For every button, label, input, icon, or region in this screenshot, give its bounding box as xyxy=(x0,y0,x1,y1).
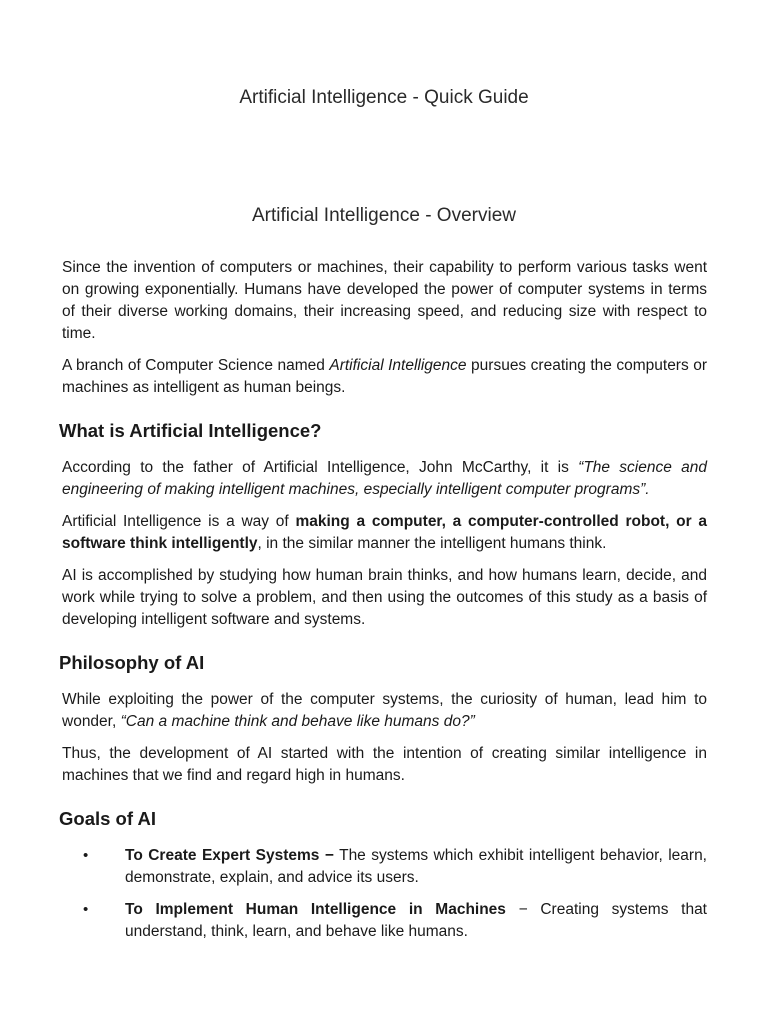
mccarthy-quote: “The science and engineering of making intelligent machines, especially intelligent computer programs”. xyxy=(62,459,707,498)
what-is-ai-p2-before: Artificial Intelligence is a way of xyxy=(62,513,296,530)
overview-p2-italic: Artificial Intelligence xyxy=(329,357,467,374)
philosophy-paragraph-2: Thus, the development of AI started with the intention of creating similar intelligence in machines that we find and regard high in humans. xyxy=(62,745,707,784)
overview-paragraph-1: Since the invention of computers or machines, their capability to perform various tasks went on growing exponentially. Humans have developed the power of computer systems in terms of their diverse working domains, their increasing speed, and reducing size with respect to time. xyxy=(62,259,707,342)
what-is-ai-p2-bold: making a computer, a computer-controlled robot, or a software think intelligently xyxy=(62,513,707,552)
list-item xyxy=(62,845,707,889)
document-title: Artificial Intelligence - Quick Guide xyxy=(239,87,529,108)
heading-goals: Goals of AI xyxy=(59,808,156,829)
bullet-icon: • xyxy=(83,847,89,864)
goal-2-text: − Creating systems that understand, think, learn, and behave like humans. xyxy=(125,901,707,940)
overview-p2-before: A branch of Computer Science named xyxy=(62,357,330,374)
list-item xyxy=(62,899,707,943)
philosophy-quote: “Can a machine think and behave like humans do?” xyxy=(120,713,475,730)
what-is-ai-paragraph-1 xyxy=(62,457,707,501)
philosophy-p1-before: While exploiting the power of the computer systems, the curiosity of human, lead him to wonder, xyxy=(62,691,707,730)
what-is-ai-paragraph-3: AI is accomplished by studying how human brain thinks, and how humans learn, decide, and work while trying to solve a problem, and then using the outcomes of this study as a basis of developing intelligent software and systems. xyxy=(62,567,707,628)
overview-paragraph-2 xyxy=(62,355,707,399)
philosophy-paragraph-1 xyxy=(62,689,707,733)
bullet-icon: • xyxy=(83,901,89,918)
heading-philosophy: Philosophy of AI xyxy=(59,652,205,673)
what-is-ai-p1-before: According to the father of Artificial Intelligence, John McCarthy, it is xyxy=(62,459,579,476)
goal-2-title: To Implement Human Intelligence in Machines xyxy=(125,901,506,918)
goals-list xyxy=(62,845,707,943)
what-is-ai-paragraph-2 xyxy=(62,511,707,555)
heading-what-is-ai: What is Artificial Intelligence? xyxy=(59,420,322,441)
what-is-ai-p2-after: , in the similar manner the intelligent humans think. xyxy=(257,535,607,552)
section-title: Artificial Intelligence - Overview xyxy=(252,205,516,226)
goal-1-text: The systems which exhibit intelligent behavior, learn, demonstrate, explain, and advice its users. xyxy=(125,847,707,886)
document-body xyxy=(59,257,707,953)
overview-p2-after: pursues creating the computers or machines as intelligent as human beings. xyxy=(62,357,707,396)
goal-1-title: To Create Expert Systems − xyxy=(125,847,334,864)
